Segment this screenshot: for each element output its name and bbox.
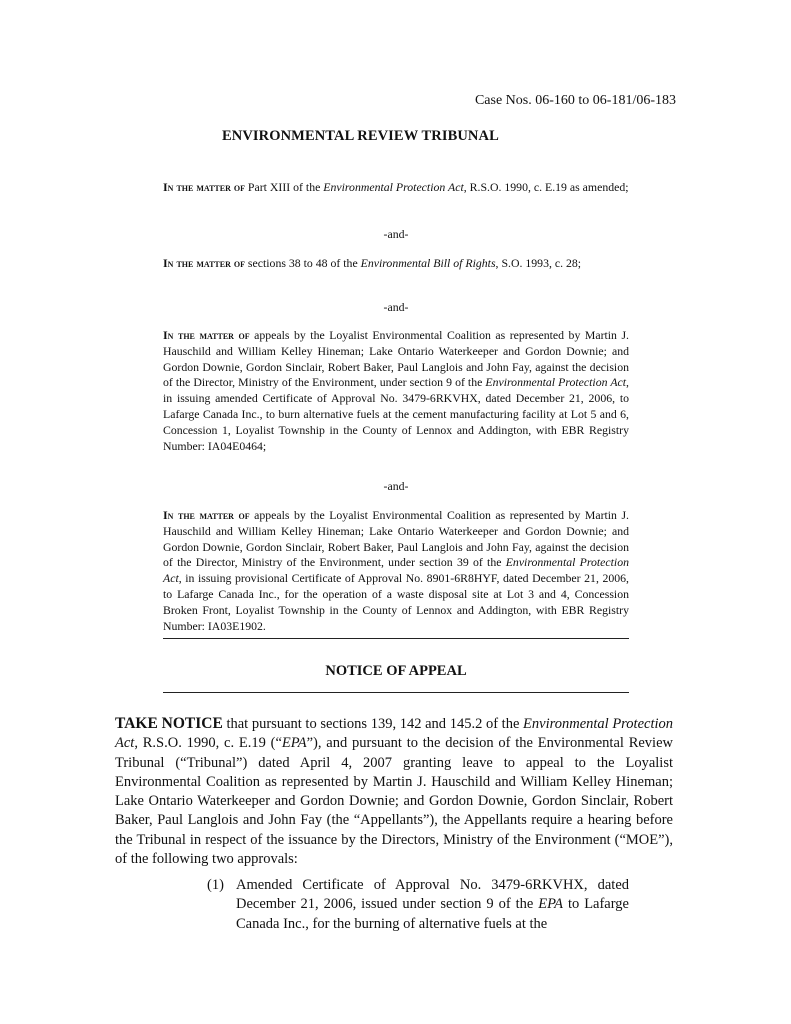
list-item-number: (1): [207, 877, 224, 893]
horizontal-rule: [163, 638, 629, 639]
matter-paragraph-1: In the matter of Part XIII of the Environmental Protection Act, R.S.O. 1990, c. E.19 as amended;: [163, 180, 629, 194]
and-separator: -and-: [383, 300, 409, 314]
take-notice-lead: TAKE NOTICE: [115, 715, 223, 732]
tribunal-title: ENVIRONMENTAL REVIEW TRIBUNAL: [222, 128, 499, 144]
matter-lead: In the matter of: [163, 328, 250, 342]
matter-lead: In the matter of: [163, 256, 245, 270]
matter-paragraph-4: In the matter of appeals by the Loyalist Environmental Coalition as represented by Martin J. Hauschild and William Kelley Hineman; Lake Ontario Waterkeeper and Gordon Downie; and Gordon Downie, Gordon Sinclair, Robert Baker, Paul Langlois and John Fay, against the decision of the Director, Ministry of the Environment, under section 39 of the Environmental Protection Act, in issuing provisional Certificate of Approval No. 8901-6R8HYF, dated December 21, 2006, to Lafarge Canada Inc., for the operation of a waste disposal site at Lot 3 and 4, Concession Broken Front, Loyalist Township in the County of Lennox and Addington, with EBR Registry Number: IA03E1902.: [163, 508, 630, 633]
matter-lead: In the matter of: [163, 508, 250, 522]
list-item: [207, 876, 629, 934]
horizontal-rule: [163, 692, 629, 693]
list-item-text: Amended Certificate of Approval No. 3479-6RKVHX, dated December 21, 2006, issued under section 9 of the EPA to Lafarge Canada Inc., for the burning of alternative fuels at the: [236, 877, 629, 932]
and-separator: -and-: [383, 479, 409, 493]
matter-lead: In the matter of: [163, 180, 245, 194]
case-numbers: Case Nos. 06-160 to 06-181/06-183: [474, 93, 676, 108]
matter-paragraph-3: In the matter of appeals by the Loyalist Environmental Coalition as represented by Martin J. Hauschild and William Kelley Hineman; Lake Ontario Waterkeeper and Gordon Downie; and Gordon Downie, Gordon Sinclair, Robert Baker, Paul Langlois and John Fay, against the decision of the Director, Ministry of the Environment, under section 9 of the Environmental Protection Act, in issuing amended Certificate of Approval No. 3479-6RKVHX, dated December 21, 2006, to Lafarge Canada Inc., to burn alternative fuels at the cement manufacturing facility at Lot 5 and 6, Concession 1, Loyalist Township in the County of Lennox and Addington, with EBR Registry Number: IA04E0464;: [163, 328, 629, 453]
and-separator: -and-: [383, 227, 409, 241]
notice-heading: NOTICE OF APPEAL: [325, 663, 467, 679]
matter-paragraph-2: In the matter of sections 38 to 48 of the Environmental Bill of Rights, S.O. 1993, c. 28;: [163, 256, 582, 270]
notice-body-paragraph: TAKE NOTICE that pursuant to sections 139, 142 and 145.2 of the Environmental Protection Act, R.S.O. 1990, c. E.19 (“EPA”), and pursuant to the decision of the Environmental Review Tribunal (“Tribunal”) dated April 4, 2007 granting leave to appeal to the Loyalist Environmental Coalition as represented by Martin J. Hauschild and William Kelley Hineman; Lake Ontario Waterkeeper and Gordon Downie; and Gordon Downie, Gordon Sinclair, Robert Baker, Paul Langlois and John Fay (the “Appellants”), the Appellants require a hearing before the Tribunal in respect of the issuance by the Directors, Ministry of the Environment (“MOE”), of the following two approvals:: [115, 715, 673, 868]
